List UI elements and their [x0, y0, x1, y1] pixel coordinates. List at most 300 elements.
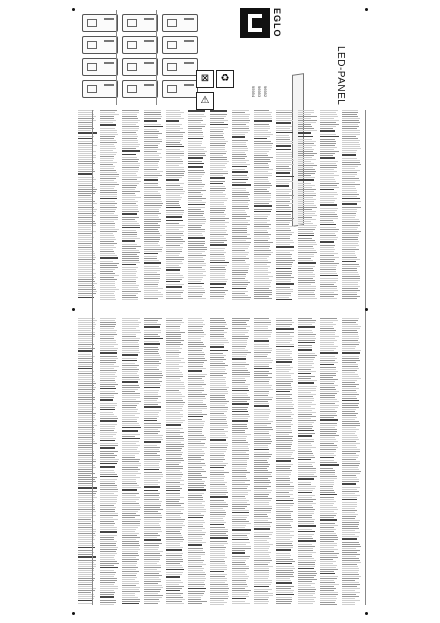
text-line: [320, 431, 337, 432]
text-line: [166, 116, 181, 117]
text-line: [232, 393, 247, 394]
text-line: [320, 222, 334, 223]
text-line: [188, 419, 202, 420]
text-line: [254, 419, 268, 420]
text-line: [320, 241, 334, 243]
text-line: [100, 162, 117, 163]
text-line: [210, 500, 224, 501]
text-line: [298, 447, 316, 448]
text-line: [320, 263, 339, 264]
text-line: [342, 170, 360, 171]
text-line: [166, 493, 180, 494]
text-line: [78, 527, 92, 528]
text-line: [210, 169, 223, 170]
text-line: [210, 455, 225, 456]
text-line: [122, 350, 139, 351]
text-line: [122, 146, 139, 147]
text-line: [100, 503, 116, 504]
text-line: [210, 161, 229, 162]
text-line: [78, 197, 93, 198]
text-line: [144, 245, 160, 246]
text-line: [166, 235, 184, 236]
text-line: [232, 260, 245, 261]
text-line: [100, 397, 114, 398]
text-line: [210, 490, 227, 491]
text-line: [232, 537, 248, 538]
text-line: [276, 256, 291, 257]
text-line: [320, 192, 337, 193]
text-line: [210, 118, 224, 119]
text-line: [144, 523, 159, 524]
text-column: [342, 318, 361, 605]
text-line: [144, 213, 161, 214]
text-line: [100, 384, 118, 385]
text-line: [320, 515, 336, 516]
text-line: [78, 203, 97, 204]
text-line: [166, 543, 180, 544]
text-line: [100, 247, 116, 248]
text-line: [232, 562, 245, 563]
text-line: [298, 499, 316, 500]
text-line: [342, 558, 359, 559]
text-line: [254, 534, 272, 535]
text-line: [78, 505, 95, 506]
text-line: [100, 372, 116, 373]
text-line: [232, 158, 245, 159]
text-line: [100, 132, 117, 133]
text-line: [122, 197, 141, 198]
text-line: [298, 445, 312, 446]
text-line: [232, 177, 249, 178]
text-line: [276, 214, 291, 215]
text-line: [298, 428, 312, 429]
text-line: [122, 326, 139, 327]
text-line: [210, 533, 226, 534]
text-line: [342, 122, 360, 123]
text-line: [122, 555, 139, 556]
text-line: [342, 544, 360, 545]
text-line: [254, 580, 272, 581]
text-line: [166, 521, 184, 522]
text-line: [100, 563, 119, 564]
fold-mark: [72, 612, 75, 615]
text-line: [276, 578, 290, 579]
text-line: [320, 535, 337, 536]
text-line: [122, 481, 136, 482]
text-line: [144, 365, 159, 366]
text-line: [100, 219, 118, 220]
text-line: [210, 421, 227, 422]
text-line: [210, 350, 228, 352]
text-line: [78, 417, 95, 418]
text-column: [188, 318, 207, 605]
text-line: [276, 373, 294, 374]
text-line: [276, 234, 292, 235]
text-line: [166, 396, 185, 397]
text-line: [320, 163, 336, 164]
text-line: [144, 357, 161, 358]
recycle-icon: ♻: [216, 70, 234, 88]
text-line: [122, 601, 140, 602]
text-line: [122, 453, 139, 454]
text-line: [122, 447, 138, 448]
text-line: [166, 563, 180, 564]
text-line: [254, 145, 272, 146]
text-line: [232, 535, 247, 536]
text-line: [298, 455, 314, 456]
text-line: [122, 344, 139, 345]
text-line: [298, 157, 312, 158]
text-line: [254, 264, 267, 265]
text-line: [254, 338, 268, 339]
text-line: [298, 416, 316, 417]
text-line: [254, 294, 272, 295]
text-line: [122, 441, 139, 442]
text-line: [100, 521, 114, 522]
text-line: [276, 588, 291, 589]
text-line: [320, 348, 336, 349]
text-line: [78, 373, 93, 374]
text-line: [276, 154, 292, 155]
text-line: [166, 212, 184, 213]
text-line: [276, 353, 292, 354]
text-line: [320, 505, 333, 506]
text-line: [122, 254, 137, 255]
text-line: [232, 352, 251, 353]
text-line: [144, 381, 162, 382]
text-line: [144, 412, 159, 413]
text-line: [342, 253, 355, 254]
text-line: [232, 494, 248, 495]
text-line: [166, 358, 184, 359]
text-line: [276, 582, 292, 584]
text-line: [100, 409, 115, 411]
text-line: [320, 582, 335, 583]
text-line: [100, 203, 117, 204]
text-line: [188, 536, 202, 537]
text-line: [100, 440, 115, 442]
text-column: [232, 110, 251, 300]
text-line: [320, 497, 334, 498]
text-line: [320, 468, 333, 469]
text-line: [276, 563, 292, 565]
text-line: [100, 342, 116, 343]
text-line: [298, 554, 312, 555]
fold-mark: [72, 8, 75, 11]
text-line: [342, 334, 358, 335]
text-line: [320, 296, 334, 297]
text-line: [100, 128, 115, 129]
text-line: [100, 541, 117, 542]
text-line: [232, 354, 247, 355]
text-line: [188, 178, 201, 179]
text-line: [188, 227, 201, 228]
text-line: [232, 596, 249, 597]
text-line: [276, 592, 293, 593]
text-line: [188, 515, 204, 516]
text-line: [166, 210, 184, 211]
text-line: [276, 389, 292, 390]
text-line: [320, 255, 334, 256]
text-line: [320, 381, 335, 382]
text-line: [210, 110, 227, 112]
text-line: [100, 170, 116, 171]
text-line: [78, 217, 93, 218]
text-line: [144, 410, 161, 411]
text-line: [144, 585, 162, 586]
text-line: [144, 135, 158, 136]
text-line: [210, 177, 225, 179]
text-line: [144, 449, 159, 450]
text-line: [276, 240, 293, 241]
text-line: [320, 189, 334, 191]
text-line: [276, 511, 293, 512]
text-line: [342, 548, 356, 549]
text-line: [122, 421, 137, 422]
text-line: [78, 584, 92, 585]
text-line: [320, 143, 336, 144]
text-line: [210, 206, 226, 207]
text-line: [298, 183, 311, 184]
text-line: [122, 529, 136, 530]
text-line: [298, 585, 311, 586]
text-line: [320, 169, 334, 170]
text-line: [232, 372, 250, 373]
text-line: [166, 163, 183, 164]
text-line: [166, 201, 179, 202]
text-line: [298, 466, 313, 467]
text-line: [188, 235, 203, 236]
text-column: [254, 318, 273, 605]
text-line: [342, 467, 358, 468]
text-line: [78, 539, 95, 540]
text-line: [122, 539, 136, 540]
text-line: [342, 602, 355, 603]
text-line: [100, 148, 116, 149]
text-line: [342, 504, 357, 505]
text-line: [298, 207, 317, 208]
text-line: [320, 358, 337, 359]
text-line: [254, 246, 270, 247]
text-line: [342, 360, 360, 361]
text-line: [122, 277, 138, 278]
text-line: [100, 515, 118, 516]
text-line: [166, 404, 184, 405]
text-line: [122, 159, 139, 160]
text-line: [276, 126, 292, 127]
text-line: [166, 549, 182, 551]
text-line: [298, 324, 312, 325]
text-line: [144, 157, 162, 158]
text-line: [320, 267, 336, 268]
text-line: [78, 155, 96, 156]
text-line: [210, 435, 226, 436]
text-line: [276, 549, 291, 551]
text-line: [210, 415, 226, 416]
text-line: [342, 174, 357, 175]
text-line: [188, 259, 205, 260]
text-line: [100, 424, 117, 425]
text-line: [210, 214, 226, 215]
text-line: [342, 176, 355, 177]
text-line: [342, 419, 355, 420]
text-line: [320, 278, 338, 279]
text-line: [254, 350, 272, 351]
text-line: [232, 517, 247, 518]
text-line: [232, 299, 250, 300]
text-line: [144, 237, 160, 238]
text-line: [254, 276, 273, 277]
text-line: [320, 212, 335, 213]
text-line: [166, 499, 180, 500]
text-line: [232, 293, 245, 294]
text-line: [188, 296, 202, 297]
text-line: [254, 502, 269, 503]
text-line: [100, 547, 118, 548]
text-line: [144, 579, 161, 580]
text-line: [78, 205, 93, 206]
text-line: [188, 380, 204, 381]
text-line: [100, 356, 117, 357]
text-line: [254, 280, 272, 281]
text-line: [276, 289, 293, 290]
text-line: [188, 334, 206, 335]
text-line: [100, 120, 116, 121]
text-line: [276, 391, 290, 393]
text-line: [342, 487, 360, 488]
text-line: [320, 340, 337, 341]
text-line: [166, 438, 184, 439]
text-line: [276, 509, 290, 510]
text-line: [298, 511, 314, 512]
text-line: [298, 246, 313, 247]
text-line: [100, 416, 117, 417]
text-line: [276, 527, 292, 528]
text-line: [78, 338, 92, 339]
text-line: [232, 286, 247, 287]
text-line: [210, 340, 228, 341]
text-line: [166, 517, 181, 518]
text-line: [254, 582, 272, 583]
text-line: [122, 451, 140, 452]
text-line: [210, 375, 223, 376]
text-line: [210, 557, 227, 558]
text-line: [100, 320, 115, 321]
text-line: [298, 400, 314, 401]
text-line: [210, 524, 224, 526]
text-line: [122, 585, 136, 586]
text-line: [254, 218, 267, 219]
text-line: [166, 195, 180, 196]
text-line: [276, 291, 293, 292]
text-line: [276, 470, 292, 471]
text-line: [100, 391, 115, 392]
text-line: [122, 519, 141, 520]
text-line: [342, 150, 357, 151]
text-line: [320, 484, 334, 485]
text-line: [166, 400, 183, 401]
text-line: [276, 183, 289, 184]
text-line: [320, 155, 333, 156]
text-line: [320, 318, 337, 319]
text-line: [100, 457, 115, 458]
text-line: [144, 451, 160, 452]
text-line: [232, 458, 249, 459]
text-line: [254, 332, 272, 333]
text-line: [232, 515, 249, 516]
text-line: [166, 547, 183, 548]
text-line: [276, 537, 292, 538]
text-line: [210, 212, 224, 213]
text-line: [298, 505, 312, 506]
text-line: [232, 466, 247, 467]
text-line: [254, 586, 269, 588]
text-line: [232, 274, 246, 275]
text-line: [298, 376, 315, 377]
text-line: [320, 235, 336, 236]
text-line: [210, 541, 227, 542]
text-line: [144, 118, 161, 119]
text-line: [78, 554, 93, 555]
text-line: [210, 133, 224, 134]
text-line: [188, 392, 202, 393]
text-line: [188, 130, 202, 131]
text-line: [298, 326, 315, 328]
text-line: [100, 501, 117, 502]
text-line: [342, 196, 357, 197]
text-line: [210, 508, 223, 509]
text-line: [232, 512, 249, 514]
text-line: [78, 132, 97, 134]
text-line: [298, 501, 313, 502]
text-line: [122, 211, 139, 212]
text-line: [188, 241, 205, 242]
text-line: [100, 594, 114, 595]
text-line: [188, 163, 204, 165]
text-line: [122, 360, 137, 362]
text-line: [166, 149, 180, 150]
text-line: [320, 175, 339, 176]
text-line: [342, 421, 359, 422]
text-line: [254, 518, 271, 519]
text-line: [144, 193, 160, 194]
text-line: [276, 328, 294, 330]
text-line: [78, 588, 96, 589]
text-line: [232, 482, 245, 483]
text-line: [166, 599, 185, 600]
text-line: [298, 451, 312, 452]
text-line: [320, 136, 339, 138]
text-line: [210, 254, 224, 255]
text-line: [188, 265, 206, 266]
text-column: [166, 318, 185, 605]
text-line: [122, 191, 140, 192]
text-line: [166, 507, 184, 508]
fold-mark: [365, 612, 368, 615]
text-line: [100, 403, 117, 404]
text-line: [210, 379, 225, 380]
text-line: [144, 591, 160, 592]
text-line: [342, 278, 360, 279]
text-line: [122, 561, 137, 562]
text-line: [298, 330, 312, 331]
text-line: [320, 375, 336, 376]
text-line: [254, 431, 269, 432]
text-line: [144, 199, 161, 200]
text-line: [298, 153, 317, 154]
text-line: [254, 385, 272, 386]
text-line: [276, 594, 294, 596]
